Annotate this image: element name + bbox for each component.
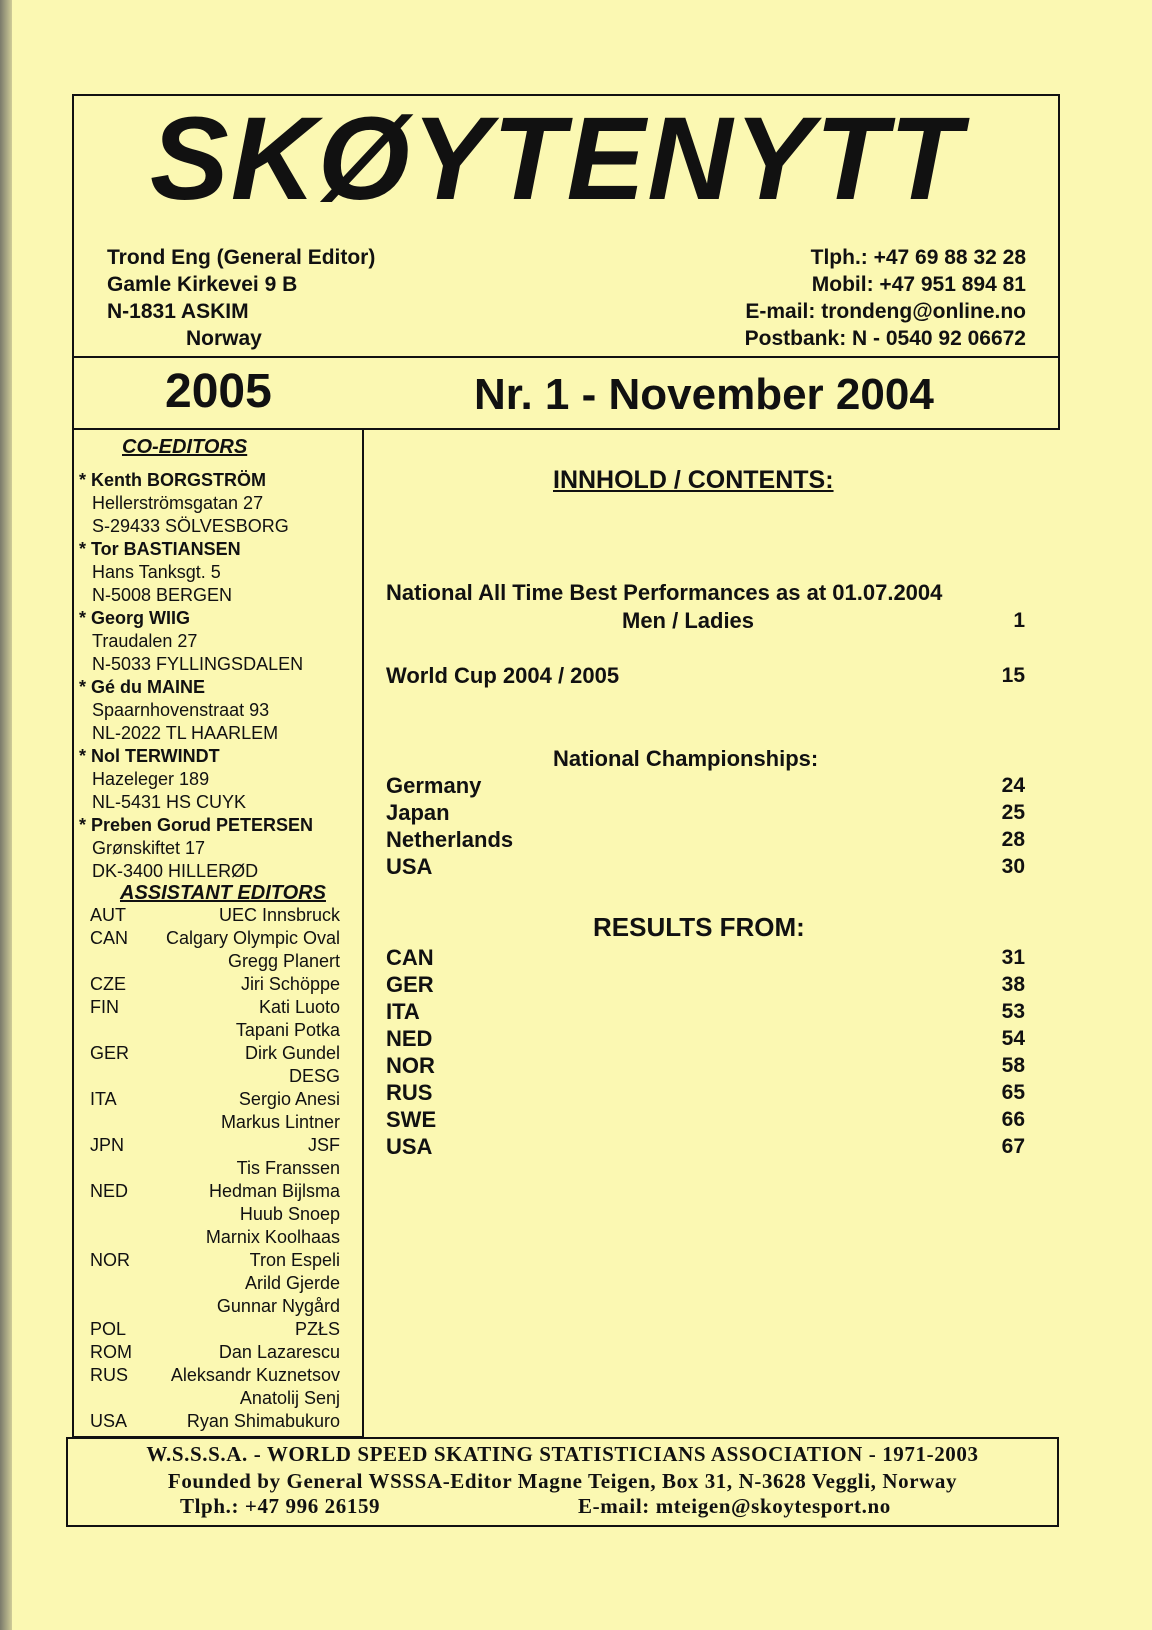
contents-entry: Netherlands xyxy=(386,827,514,852)
contents-page: 28 xyxy=(1001,828,1025,851)
world-cup-entry: World Cup 2004 / 2005 xyxy=(386,663,620,688)
assistant-editor-name: Jiri Schöppe xyxy=(240,974,340,994)
contents-page: 30 xyxy=(1001,855,1025,878)
all-time-subtitle: Men / Ladies xyxy=(622,608,755,633)
co-editor-street: Grønskiftet 17 xyxy=(92,838,206,858)
contents-page: 67 xyxy=(1001,1135,1025,1158)
assistant-editor-country: ROM xyxy=(90,1342,132,1362)
contents-page: 58 xyxy=(1001,1054,1025,1077)
national-championships-heading: National Championships: xyxy=(553,746,819,771)
assistant-editor-name: Aleksandr Kuznetsov xyxy=(170,1365,340,1385)
co-editor-street: Spaarnhovenstraat 93 xyxy=(92,700,270,720)
assistant-editor-name: Tis Franssen xyxy=(236,1158,340,1178)
contents-entry: RUS xyxy=(386,1080,433,1105)
co-editor-city: N-5008 BERGEN xyxy=(92,585,233,605)
assistant-editor-name: Tron Espeli xyxy=(249,1250,340,1270)
contents-entry: CAN xyxy=(386,945,434,970)
assistant-editor-name: Tapani Potka xyxy=(235,1020,340,1040)
assistant-editor-country: CZE xyxy=(90,974,126,994)
footer-founder: Founded by General WSSSA-Editor Magne Teigen, Box 31, N-3628 Veggli, Norway xyxy=(167,1469,958,1493)
contents-entry: NED xyxy=(386,1026,433,1051)
editor-postbank: Postbank: N - 0540 92 06672 xyxy=(744,327,1026,350)
contents-heading: INNHOLD / CONTENTS: xyxy=(553,466,834,494)
co-editor-city: NL-5431 HS CUYK xyxy=(92,792,247,812)
assistant-editor-country: ITA xyxy=(90,1089,117,1109)
co-editor-city: S-29433 SÖLVESBORG xyxy=(92,516,289,536)
contents-entry: Japan xyxy=(386,800,450,825)
contents-entry: GER xyxy=(386,972,434,997)
co-editor-name: * Nol TERWINDT xyxy=(79,746,220,766)
assistant-editor-name: UEC Innsbruck xyxy=(218,905,340,925)
co-editor-city: DK-3400 HILLERØD xyxy=(92,861,259,881)
assistant-editor-name: Kati Luoto xyxy=(258,997,340,1017)
co-editor-street: Traudalen 27 xyxy=(92,631,198,651)
contents-entry: ITA xyxy=(386,999,420,1024)
all-time-page: 1 xyxy=(1013,609,1025,632)
co-editor-city: NL-2022 TL HAARLEM xyxy=(92,723,279,743)
assistant-editor-country: NOR xyxy=(90,1250,130,1270)
assistant-editor-name: JSF xyxy=(307,1135,340,1155)
masthead-title: SKØYTENYTT xyxy=(150,93,964,225)
assistant-editor-name: Dan Lazarescu xyxy=(218,1342,340,1362)
co-editor-street: Hellerströmsgatan 27 xyxy=(92,493,264,513)
contents-page: 31 xyxy=(1001,946,1025,969)
co-editor-name: * Gé du MAINE xyxy=(79,677,206,697)
editor-city: N-1831 ASKIM xyxy=(107,300,249,323)
page-spine-shadow xyxy=(0,0,12,1630)
contents-entry: USA xyxy=(386,1134,433,1159)
editor-street: Gamle Kirkevei 9 B xyxy=(107,273,298,296)
assistant-editors-heading: ASSISTANT EDITORS xyxy=(120,882,326,904)
assistant-editor-name: Gregg Planert xyxy=(227,951,340,971)
assistant-editor-name: Anatolij Senj xyxy=(239,1388,340,1408)
contents-entry: USA xyxy=(386,854,433,879)
assistant-editor-country: NED xyxy=(90,1181,129,1201)
editor-name: Trond Eng (General Editor) xyxy=(107,246,376,269)
results-heading: RESULTS FROM: xyxy=(593,912,805,942)
world-cup-page: 15 xyxy=(1001,664,1025,687)
contents-entry: SWE xyxy=(386,1107,437,1132)
co-editor-name: * Kenth BORGSTRÖM xyxy=(79,470,266,490)
assistant-editor-name: Hedman Bijlsma xyxy=(208,1181,340,1201)
contents-page: 53 xyxy=(1001,1000,1025,1023)
contents-page: 54 xyxy=(1001,1027,1025,1050)
assistant-editor-name: Dirk Gundel xyxy=(244,1043,340,1063)
editor-phone: Tlph.: +47 69 88 32 28 xyxy=(810,246,1026,269)
footer-association: W.S.S.S.A. - WORLD SPEED SKATING STATISTICIANS ASSOCIATION - 1971-2003 xyxy=(146,1442,979,1466)
assistant-editor-name: Gunnar Nygård xyxy=(216,1296,340,1316)
assistant-editor-country: USA xyxy=(90,1411,128,1431)
all-time-title: National All Time Best Performances as at 01.07.2004 xyxy=(386,580,943,605)
assistant-editor-name: Sergio Anesi xyxy=(238,1089,340,1109)
co-editors-heading: CO-EDITORS xyxy=(122,436,248,458)
assistant-editor-country: RUS xyxy=(90,1365,129,1385)
editor-email: E-mail: trondeng@online.no xyxy=(745,300,1026,323)
assistant-editor-country: POL xyxy=(90,1319,127,1339)
assistant-editor-name: Marnix Koolhaas xyxy=(205,1227,340,1247)
contents-page: 65 xyxy=(1001,1081,1025,1104)
editor-mobile: Mobil: +47 951 894 81 xyxy=(811,273,1026,296)
co-editor-street: Hazeleger 189 xyxy=(92,769,210,789)
co-editor-name: * Tor BASTIANSEN xyxy=(79,539,241,559)
issue-number: Nr. 1 - November 2004 xyxy=(474,370,934,419)
assistant-editor-country: AUT xyxy=(90,905,126,925)
footer-phone: Tlph.: +47 996 26159 xyxy=(180,1494,381,1518)
co-editor-name: * Preben Gorud PETERSEN xyxy=(79,815,314,835)
assistant-editor-name: Huub Snoep xyxy=(239,1204,340,1224)
contents-entry: NOR xyxy=(386,1053,435,1078)
editor-country: Norway xyxy=(186,327,262,350)
contents-page: 38 xyxy=(1001,973,1025,996)
assistant-editor-name: DESG xyxy=(288,1066,340,1086)
assistant-editor-country: GER xyxy=(90,1043,130,1063)
co-editor-city: N-5033 FYLLINGSDALEN xyxy=(92,654,304,674)
assistant-editor-name: Calgary Olympic Oval xyxy=(165,928,340,948)
assistant-editor-name: Markus Lintner xyxy=(220,1112,340,1132)
contents-page: 25 xyxy=(1001,801,1025,824)
issue-year: 2005 xyxy=(165,365,272,418)
assistant-editor-country: FIN xyxy=(90,997,119,1017)
assistant-editor-name: Arild Gjerde xyxy=(244,1273,340,1293)
assistant-editor-country: CAN xyxy=(90,928,129,948)
footer-email: E-mail: mteigen@skoytesport.no xyxy=(578,1494,891,1518)
assistant-editor-name: Ryan Shimabukuro xyxy=(186,1411,340,1431)
assistant-editor-country: JPN xyxy=(90,1135,125,1155)
co-editor-name: * Georg WIIG xyxy=(79,608,191,628)
contents-entry: Germany xyxy=(386,773,482,798)
contents-page: 24 xyxy=(1001,774,1025,797)
co-editor-street: Hans Tanksgt. 5 xyxy=(92,562,221,582)
contents-page: 66 xyxy=(1001,1108,1025,1131)
assistant-editor-name: PZŁS xyxy=(294,1319,340,1339)
